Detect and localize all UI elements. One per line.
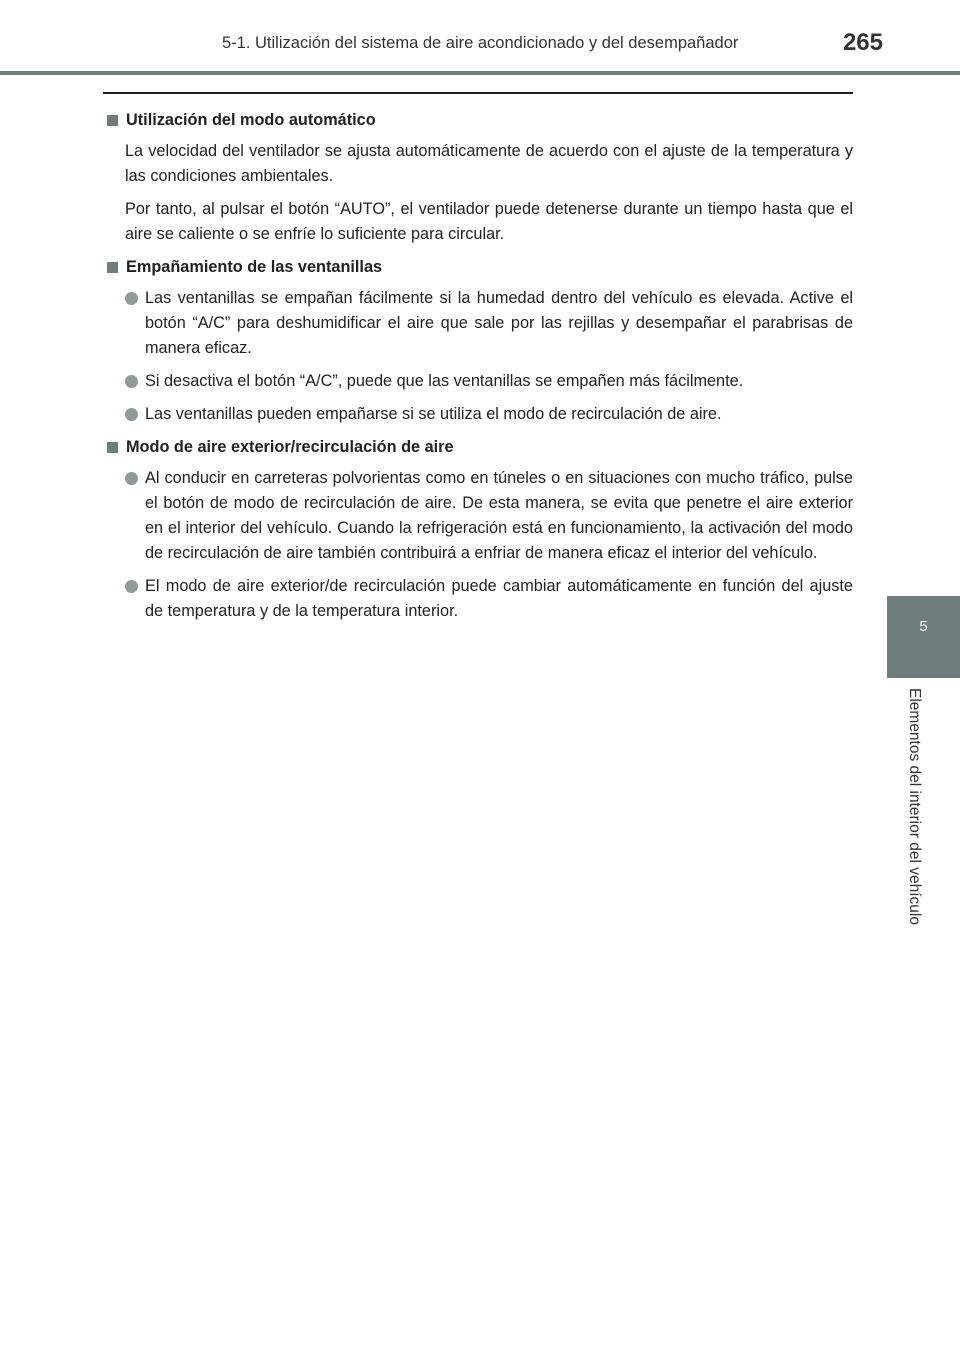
list-item-text: El modo de aire exterior/de recirculación puede cambiar automáticamente en función del ajuste de temperatura y de la temperatura interior. (145, 577, 853, 620)
square-bullet-icon (107, 115, 118, 126)
paragraph: La velocidad del ventilador se ajusta automáticamente de acuerdo con el ajuste de la temperatura y las condiciones ambientales. (125, 142, 853, 185)
page-content (103, 108, 853, 632)
list-item-text: Si desactiva el botón “A/C”, puede que las ventanillas se empañen más fácilmente. (145, 372, 744, 390)
page-number: 265 (842, 29, 883, 56)
paragraph: Por tanto, al pulsar el botón “AUTO”, el ventilador puede detenerse durante un tiempo hasta que el aire se caliente o se enfríe lo suficiente para circular. (125, 200, 853, 243)
section-heading-text: Modo de aire exterior/recirculación de aire (126, 438, 454, 456)
chapter-label: Elementos del interior del vehículo (906, 688, 923, 925)
square-bullet-icon (107, 442, 118, 453)
circle-bullet-icon (125, 472, 138, 485)
section-heading (103, 108, 853, 133)
chapter-label-container (888, 688, 940, 968)
list-item-text: Al conducir en carreteras polvorientas como en túneles o en situaciones con mucho tráfico, pulse el botón de modo de recirculación de aire. De esta manera, se evita que penetre el aire exterior en el interior del vehículo. Cuando la refrigeración está en funcionamiento, la activación del modo de recirculación de aire también contribuirá a enfriar de manera eficaz el interior del vehículo. (145, 469, 853, 562)
list-item (125, 369, 853, 394)
content-rule (103, 92, 853, 94)
list-item (125, 402, 853, 427)
list-item (125, 466, 853, 566)
section-window-fogging (103, 255, 853, 427)
list-item (125, 286, 853, 361)
circle-bullet-icon (125, 580, 138, 593)
running-header: 5-1. Utilización del sistema de aire acondicionado y del desempañador (222, 34, 739, 52)
section-automatic-mode (103, 108, 853, 247)
section-heading (103, 435, 853, 460)
circle-bullet-icon (125, 375, 138, 388)
section-air-recirculation (103, 435, 853, 624)
chapter-tab (887, 596, 960, 678)
circle-bullet-icon (125, 408, 138, 421)
section-heading-text: Utilización del modo automático (126, 111, 376, 129)
section-heading-text: Empañamiento de las ventanillas (126, 258, 383, 276)
chapter-number: 5 (919, 618, 928, 635)
list-item-text: Las ventanillas se empañan fácilmente si la humedad dentro del vehículo es elevada. Active el botón “A/C” para deshumidificar el aire que sale por las rejillas y desempañar el parabrisas de manera eficaz. (145, 289, 853, 357)
header-rule (0, 71, 960, 75)
section-heading (103, 255, 853, 280)
list-item-text: Las ventanillas pueden empañarse si se utiliza el modo de recirculación de aire. (145, 405, 722, 423)
list-item (125, 574, 853, 624)
circle-bullet-icon (125, 292, 138, 305)
square-bullet-icon (107, 262, 118, 273)
